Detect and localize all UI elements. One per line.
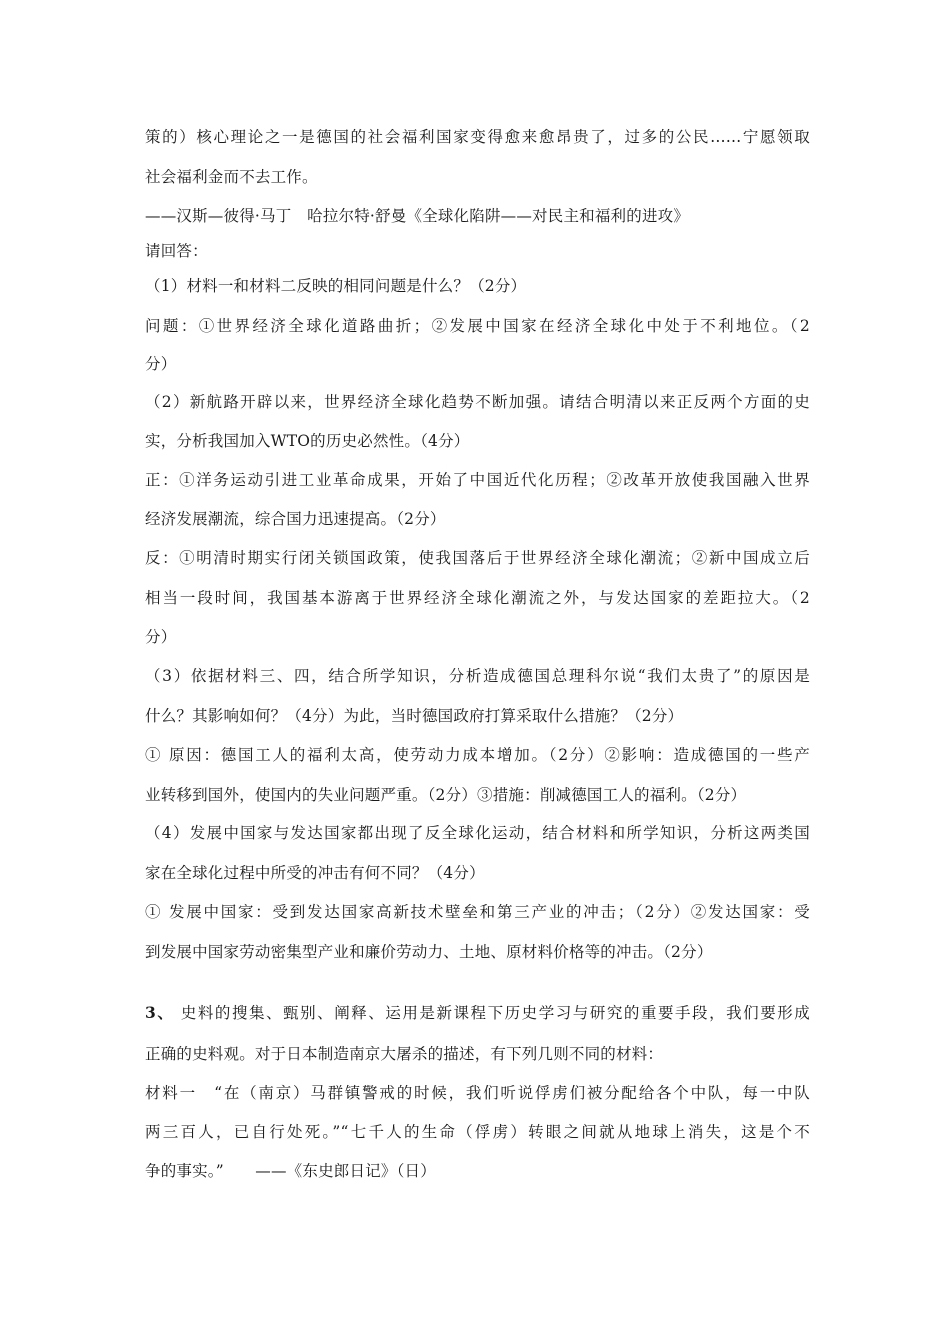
answer-2-negative-end: 分）	[145, 628, 177, 646]
answer-2-positive-cont: 经济发展潮流，综合国力迅速提高。（2分）	[145, 510, 446, 528]
material-1-source: 争的事实。” ——《东史郎日记》（日）	[145, 1162, 436, 1180]
answer-4-cont: 到发展中国家劳动密集型产业和廉价劳动力、土地、原材料价格等的冲击。（2分）	[145, 943, 713, 961]
question-3: （3）依据材料三、四，结合所学知识，分析造成德国总理科尔说“我们太贵了”的原因是	[145, 667, 810, 685]
question-3-cont: 什么？其影响如何？（4分）为此，当时德国政府打算采取什么措施？（2分）	[145, 707, 684, 725]
question-1: （1）材料一和材料二反映的相同问题是什么？（2分）	[145, 277, 527, 295]
answer-1-cont: 分）	[145, 355, 177, 373]
answer-2-negative: 反：①明清时期实行闭关锁国政策，使我国落后于世界经济全球化潮流；②新中国成立后	[145, 549, 810, 567]
question-2-cont: 实，分析我国加入WTO的历史必然性。（4分）	[145, 432, 470, 450]
text-line: 社会福利金而不去工作。	[145, 168, 318, 186]
material-1: 材料一 “在（南京）马群镇警戒的时候，我们听说俘虏们被分配给各个中队，每一中队	[145, 1084, 810, 1102]
citation-line: ——汉斯—彼得·马丁 哈拉尔特·舒曼《全球化陷阱——对民主和福利的进攻》	[145, 207, 690, 225]
answer-2-negative-cont: 相当一段时间，我国基本游离于世界经济全球化潮流之外，与发达国家的差距拉大。（2	[145, 589, 810, 607]
answer-3-cont: 业转移到国外，使国内的失业问题严重。（2分）③措施：削减德国工人的福利。（2分）	[145, 786, 747, 804]
question-4-cont: 家在全球化过程中所受的冲击有何不同？（4分）	[145, 864, 485, 882]
question-number: 3、	[145, 1003, 175, 1022]
answer-3: ① 原因：德国工人的福利太高，使劳动力成本增加。（2分）②影响：造成德国的一些产	[145, 746, 810, 764]
material-1-cont: 两三百人，已自行处死。”“七千人的生命（俘虏）转眼之间就从地球上消失，这是个不	[145, 1123, 810, 1141]
question-3-main-cont: 正确的史料观。对于日本制造南京大屠杀的描述，有下列几则不同的材料：	[145, 1045, 664, 1063]
question-2: （2）新航路开辟以来，世界经济全球化趋势不断加强。请结合明清以来正反两个方面的史	[145, 393, 810, 411]
question-3-main	[145, 1002, 810, 1024]
answer-1: 问题：①世界经济全球化道路曲折；②发展中国家在经济全球化中处于不利地位。（2	[145, 317, 810, 335]
question-text: 史料的搜集、甄别、阐释、运用是新课程下历史学习与研究的重要手段，我们要形成	[174, 1004, 810, 1022]
question-4: （4）发展中国家与发达国家都出现了反全球化运动，结合材料和所学知识，分析这两类国	[145, 824, 810, 842]
text-line: 策的）核心理论之一是德国的社会福利国家变得愈来愈昂贵了，过多的公民……宁愿领取	[145, 128, 810, 146]
answer-2-positive: 正：①洋务运动引进工业革命成果，开始了中国近代化历程；②改革开放使我国融入世界	[145, 471, 810, 489]
text-line: 请回答：	[145, 242, 208, 260]
answer-4: ① 发展中国家：受到发达国家高新技术壁垒和第三产业的冲击；（2分）②发达国家：受	[145, 903, 810, 921]
